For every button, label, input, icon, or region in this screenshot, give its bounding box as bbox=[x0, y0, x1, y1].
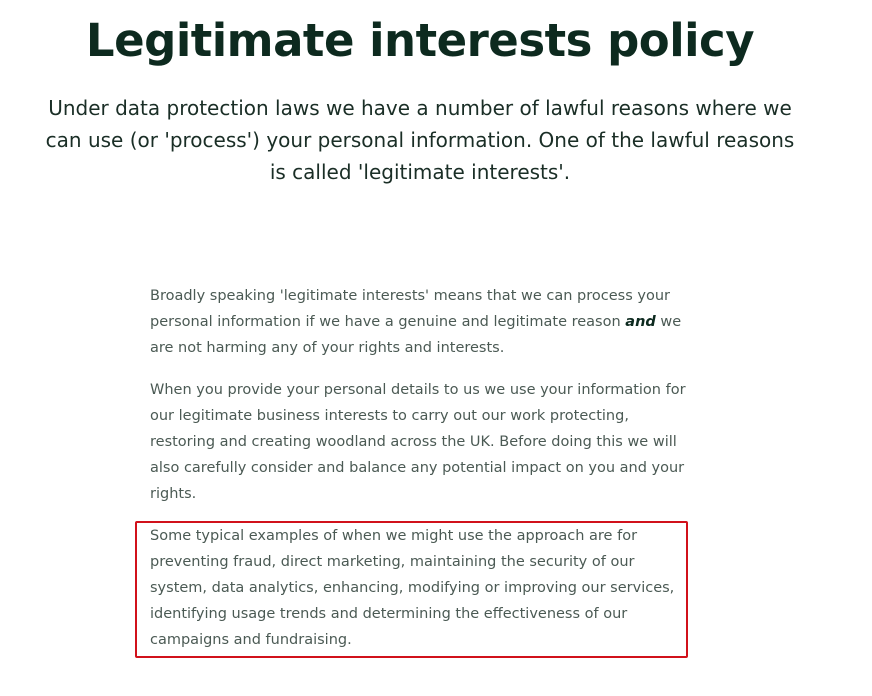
paragraph-business-interests: When you provide your personal details to us we use your information for our legitimate business interests to carry out our work protecting, restoring and creating woodland across the UK. Before doing this we will also carefully consider and balance any potential impact on you and your rights. bbox=[150, 382, 686, 502]
paragraph-text-after: we are not harming any of your rights and interests. bbox=[150, 314, 682, 356]
page-title: Legitimate interests policy bbox=[85, 14, 755, 67]
intro-text: Under data protection laws we have a number of lawful reasons where we can use (or 'process') your personal information. One of the lawful reasons is called 'legitimate interests'. bbox=[45, 96, 795, 184]
paragraph-text-before: Broadly speaking 'legitimate interests' means that we can process your personal information if we have a genuine and legitimate reason bbox=[150, 288, 670, 330]
paragraph-legitimate-interests-meaning bbox=[150, 283, 695, 361]
paragraph-typical-examples: Some typical examples of when we might use the approach are for preventing fraud, direct marketing, maintaining the security of our system, data analytics, enhancing, modifying or improving our services, identifying usage trends and determining the effectiveness of our campaigns and fundraising. bbox=[150, 528, 675, 648]
emphasis-and: and bbox=[625, 314, 656, 330]
